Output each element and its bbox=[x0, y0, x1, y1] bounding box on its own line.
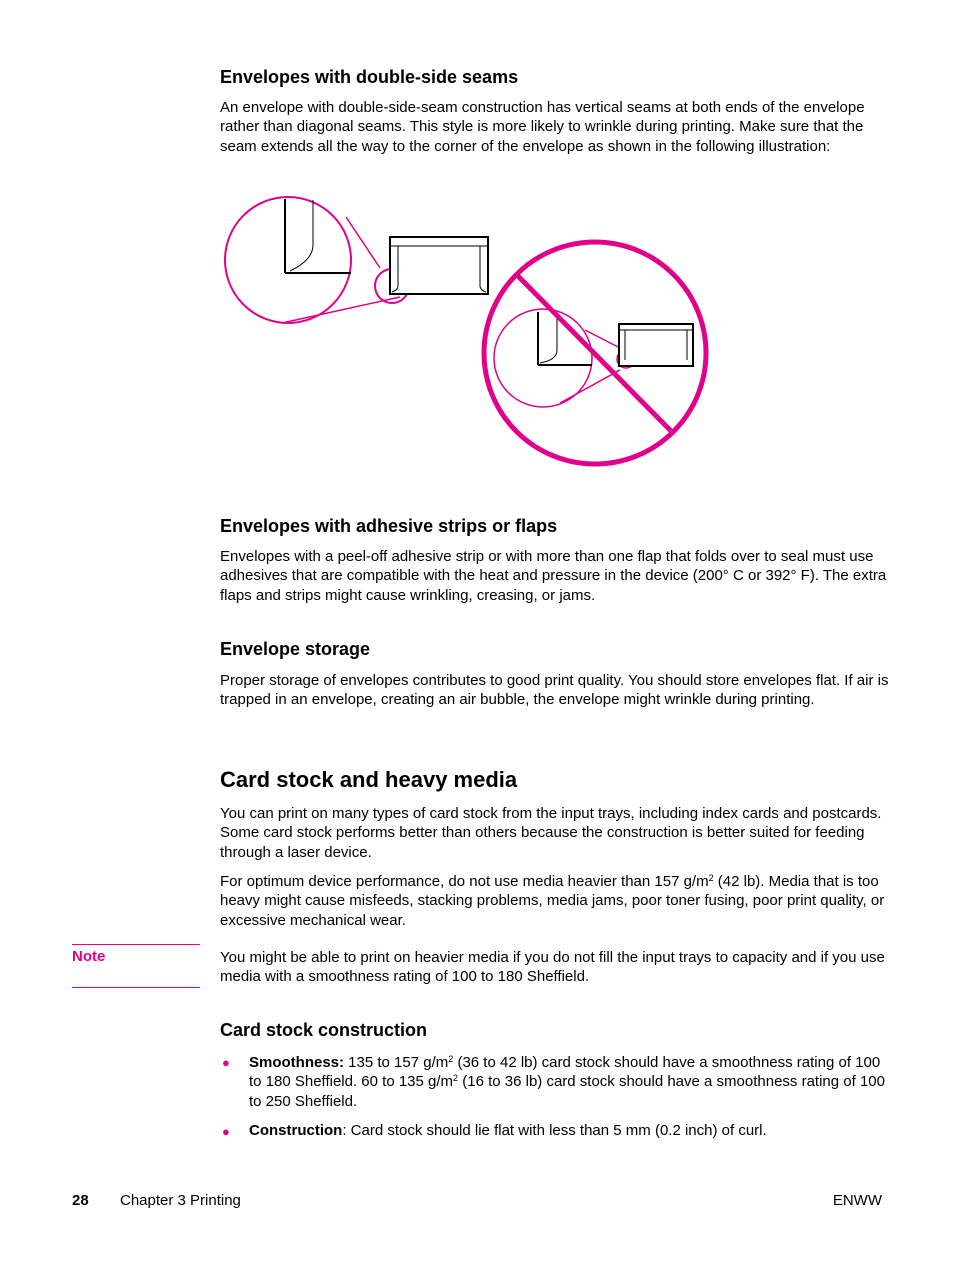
correct-envelope bbox=[390, 237, 488, 294]
weight-text-b: (42 lb). Media that is too heavy might cause misfeeds, stacking problems, media jams, poor toner fusing, poor print quality, or excessive mechanical wear. bbox=[220, 873, 885, 929]
note-text: You might be able to print on heavier media if you do not fill the input trays to capacity and if you use media with a smoothness rating of 100 to 180 Sheffield. bbox=[220, 949, 885, 986]
prohibited-example bbox=[484, 242, 706, 464]
paragraph-adhesive-strips: Envelopes with a peel-off adhesive strip or with more than one flap that folds over to seal must use adhesives that are compatible with the heat and pressure in the device (200° C or 392° F). The extra flaps and strips might cause wrinkling, creasing, or jams. bbox=[220, 548, 887, 604]
paragraph-card-stock-intro: You can print on many types of card stock from the input trays, including index cards and postcards. Some card stock performs better than others because the construction is better suited for feeding through a laser device. bbox=[220, 805, 882, 861]
smoothness-sup-2: 2 bbox=[453, 1073, 459, 1084]
list-item-smoothness bbox=[249, 1053, 889, 1111]
heading-card-stock-construction: Card stock construction bbox=[220, 1020, 428, 1040]
heading-adhesive-strips: Envelopes with adhesive strips or flaps bbox=[220, 516, 558, 536]
construction-text: : Card stock should lie flat with less than 5 mm (0.2 inch) of curl. bbox=[342, 1122, 767, 1139]
smoothness-term: Smoothness: bbox=[249, 1054, 345, 1071]
heading-double-side-seams: Envelopes with double-side seams bbox=[220, 67, 519, 87]
paragraph-envelope-storage: Proper storage of envelopes contributes to good print quality. You should store envelopes flat. If air is trapped in an envelope, creating an air bubble, the envelope might wrinkle during printing. bbox=[220, 672, 889, 709]
paragraph-double-side-seams: An envelope with double-side-seam construction has vertical seams at both ends of the envelope rather than diagonal seams. This style is more likely to wrinkle during printing. Make sure that the seam extends all the way to the corner of the envelope as shown in the following illustration: bbox=[220, 99, 865, 155]
list-item-construction bbox=[249, 1121, 889, 1140]
bullet-icon: ● bbox=[222, 1055, 230, 1070]
page-number: 28 bbox=[72, 1192, 89, 1209]
envelope-seam-illustration bbox=[220, 190, 720, 475]
paragraph-card-stock-weight bbox=[220, 872, 890, 930]
smoothness-text-2: (36 to 42 lb) card stock should have a smoothness rating of 100 to 180 Sheffield. 60 to 135 g/m bbox=[249, 1054, 881, 1091]
heading-card-stock: Card stock and heavy media bbox=[220, 767, 518, 792]
bullet-icon: ● bbox=[222, 1124, 230, 1139]
smoothness-sup-1: 2 bbox=[448, 1054, 454, 1064]
smoothness-text-3: (16 to 36 lb) card stock should have a smoothness rating of 100 to 250 Sheffield. bbox=[249, 1073, 885, 1110]
note-top-rule bbox=[72, 944, 200, 945]
weight-superscript: 2 bbox=[708, 873, 714, 883]
construction-term: Construction bbox=[249, 1122, 343, 1139]
note-label: Note bbox=[72, 948, 106, 965]
note-bottom-rule bbox=[72, 987, 200, 988]
footer-right: ENWW bbox=[832, 1192, 882, 1209]
smoothness-text-1: 135 to 157 g/m bbox=[344, 1054, 449, 1071]
weight-text-a: For optimum device performance, do not use media heavier than 157 g/m bbox=[220, 873, 709, 890]
heading-envelope-storage: Envelope storage bbox=[220, 639, 371, 659]
correct-seam-magnifier bbox=[225, 197, 409, 323]
footer-chapter: Chapter 3 Printing bbox=[120, 1192, 241, 1209]
